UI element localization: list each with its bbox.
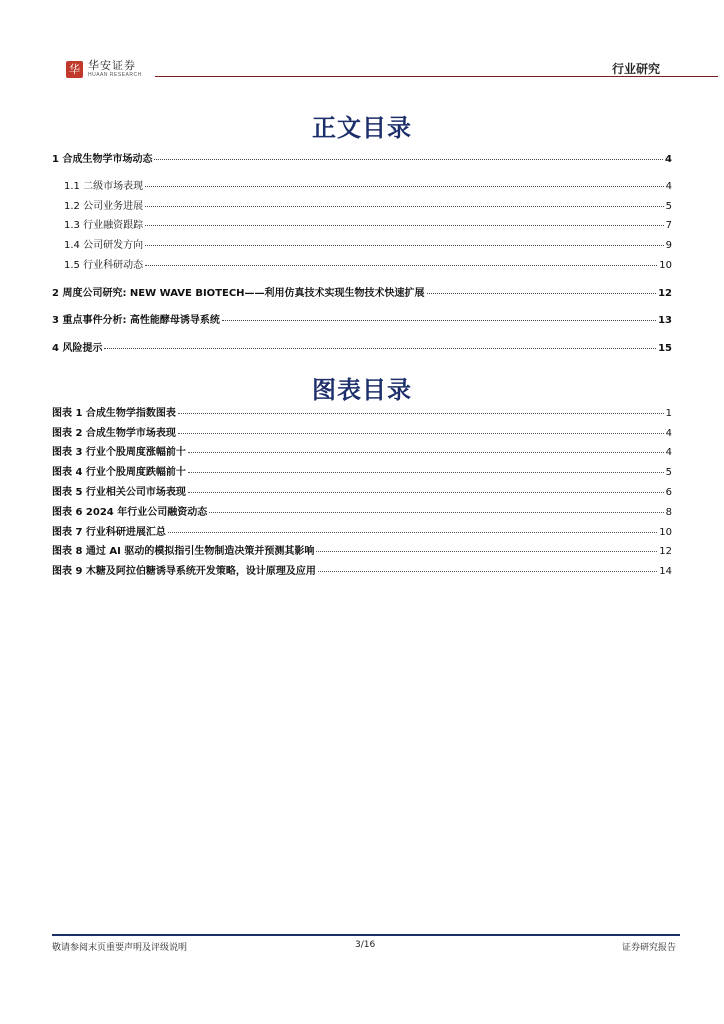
figure-list-entry[interactable] <box>52 407 672 420</box>
figure-entry-page: 4 <box>665 428 672 439</box>
figure-entry-label: 图表 4 行业个股周度跌幅前十 <box>52 467 186 478</box>
toc-entry-page: 9 <box>665 240 672 251</box>
figure-entry-page: 4 <box>665 447 672 458</box>
dot-leader <box>145 225 664 226</box>
figure-entry-page: 1 <box>665 408 672 419</box>
dot-leader <box>145 245 664 246</box>
dot-leader <box>188 472 664 473</box>
toc-entry-page: 4 <box>665 181 672 192</box>
figure-list-entry[interactable] <box>52 466 672 479</box>
figure-list-entry[interactable] <box>52 427 672 440</box>
dot-leader <box>222 320 656 321</box>
page-header <box>52 60 672 84</box>
logo-subtitle: HUAAN RESEARCH <box>88 72 142 78</box>
toc-section-entry[interactable] <box>64 180 672 193</box>
toc-entry-page: 15 <box>658 343 672 354</box>
toc-entry-page: 12 <box>658 288 672 299</box>
figure-entry-page: 5 <box>665 467 672 478</box>
figure-entry-page: 10 <box>659 527 672 538</box>
dot-leader <box>316 551 657 552</box>
logo-name: 华安证券 <box>88 59 136 72</box>
toc-chapter-entry[interactable] <box>52 314 672 327</box>
figure-entry-page: 6 <box>665 487 672 498</box>
toc-section-entry[interactable] <box>64 200 672 213</box>
footer-divider <box>52 934 680 936</box>
figure-list-entry[interactable] <box>52 446 672 459</box>
figure-entry-label: 图表 8 通过 AI 驱动的模拟指引生物制造决策并预测其影响 <box>52 546 315 557</box>
section-label: 行业研究 <box>611 62 660 76</box>
dot-leader <box>318 571 657 572</box>
contents-title: 正文目录 <box>312 113 412 142</box>
figure-list-entry[interactable] <box>52 486 672 499</box>
toc-entry-label: 4 风险提示 <box>52 343 103 354</box>
toc-entry-label: 1.2 公司业务进展 <box>64 201 144 212</box>
toc-entry-page: 7 <box>665 220 672 231</box>
dot-leader <box>145 265 657 266</box>
dot-leader <box>427 293 657 294</box>
toc-entry-label: 1.3 行业融资跟踪 <box>64 220 144 231</box>
dot-leader <box>178 413 664 414</box>
logo-seal-icon: 华 <box>66 61 83 78</box>
toc-entry-page: 10 <box>659 260 672 271</box>
dot-leader <box>104 348 656 349</box>
dot-leader <box>168 532 657 533</box>
figure-entry-label: 图表 2 合成生物学市场表现 <box>52 428 176 439</box>
dot-leader <box>188 452 664 453</box>
footer-page-number: 3/16 <box>355 940 376 950</box>
footer-report-type: 证券研究报告 <box>621 943 676 953</box>
figure-list-entry[interactable] <box>52 506 672 519</box>
figure-entry-page: 12 <box>659 546 672 557</box>
figure-entry-label: 图表 5 行业相关公司市场表现 <box>52 487 186 498</box>
figures-title: 图表目录 <box>312 375 412 404</box>
toc-chapter-entry[interactable] <box>52 342 672 355</box>
figure-list-entry[interactable] <box>52 545 672 558</box>
toc-entry-label: 3 重点事件分析: 高性能酵母诱导系统 <box>52 315 220 326</box>
toc-entry-page: 5 <box>665 201 672 212</box>
footer-disclaimer: 敬请参阅末页重要声明及评级说明 <box>52 943 188 953</box>
toc-entry-label: 1.4 公司研发方向 <box>64 240 144 251</box>
dot-leader <box>209 512 663 513</box>
toc-chapter-entry[interactable] <box>52 287 672 300</box>
toc-entry-page: 4 <box>665 154 672 165</box>
figure-entry-label: 图表 7 行业科研进展汇总 <box>52 527 166 538</box>
toc-entry-label: 1.1 二级市场表现 <box>64 181 144 192</box>
figure-entry-label: 图表 9 木糖及阿拉伯糖诱导系统开发策略，设计原理及应用 <box>52 566 316 577</box>
toc-section-entry[interactable] <box>64 239 672 252</box>
figure-entry-label: 图表 1 合成生物学指数图表 <box>52 408 176 419</box>
toc-entry-label: 2 周度公司研究: NEW WAVE BIOTECH——利用仿真技术实现生物技术快速扩展 <box>52 288 425 299</box>
figure-entry-label: 图表 6 2024 年行业公司融资动态 <box>52 507 208 518</box>
dot-leader <box>154 159 663 160</box>
dot-leader <box>188 492 664 493</box>
figure-entry-label: 图表 3 行业个股周度涨幅前十 <box>52 447 186 458</box>
toc-section-entry[interactable] <box>64 219 672 232</box>
toc-entry-label: 1 合成生物学市场动态 <box>52 154 153 165</box>
dot-leader <box>178 433 664 434</box>
dot-leader <box>145 186 664 187</box>
company-logo <box>66 60 142 78</box>
toc-entry-label: 1.5 行业科研动态 <box>64 260 144 271</box>
dot-leader <box>145 206 664 207</box>
figure-entry-page: 14 <box>659 566 672 577</box>
figure-list-entry[interactable] <box>52 565 672 578</box>
figure-list-entry[interactable] <box>52 526 672 539</box>
toc-entry-page: 13 <box>658 315 672 326</box>
toc-section-entry[interactable] <box>64 259 672 272</box>
toc-chapter-entry[interactable] <box>52 153 672 166</box>
figure-entry-page: 8 <box>665 507 672 518</box>
